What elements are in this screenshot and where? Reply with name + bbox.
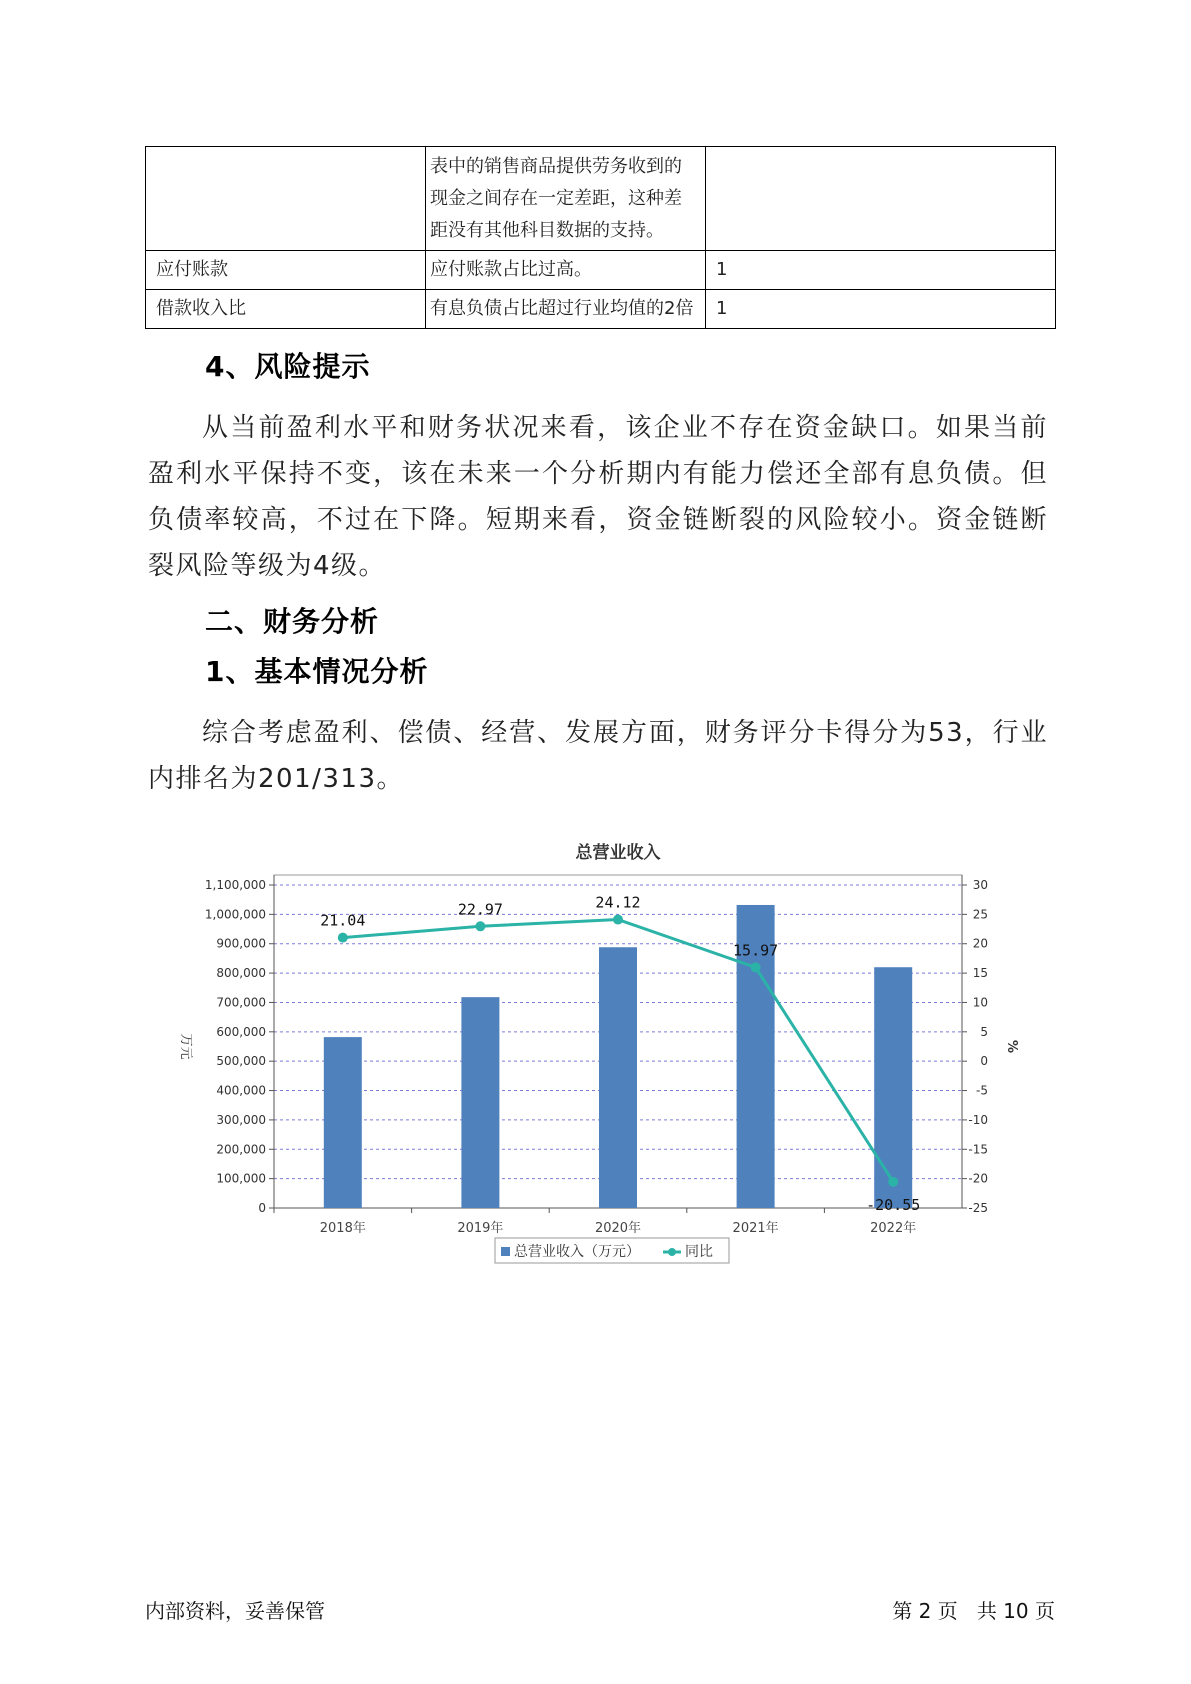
basic-analysis-heading: 1、基本情况分析: [205, 655, 429, 688]
data-label-yoy: -20.55: [866, 1195, 921, 1214]
y-tick-label: 400,000: [216, 1083, 266, 1098]
y-tick-label: 0: [258, 1201, 266, 1215]
x-tick-label: 2021年: [732, 1221, 779, 1236]
point-yoy: [475, 921, 485, 931]
footer-confidential: 内部资料，妥善保管: [145, 1599, 325, 1623]
basic-analysis-paragraph: 综合考虑盈利、偿债、经营、发展方面，财务评分卡得分为53，行业内排名为201/313。: [148, 718, 1048, 794]
point-yoy: [751, 962, 761, 972]
chart-title: 总营业收入: [575, 843, 661, 863]
y-tick-label: 900,000: [216, 936, 266, 951]
y2-tick-label: 25: [972, 907, 988, 922]
y2-tick-label: -25: [968, 1201, 988, 1215]
data-label-yoy: 21.04: [320, 911, 366, 930]
legend-label-revenue: 总营业收入（万元）: [514, 1244, 640, 1260]
legend-swatch-revenue: [501, 1247, 510, 1256]
point-yoy: [613, 915, 623, 925]
table-cell-score: [706, 147, 1056, 251]
data-label-yoy: 15.97: [733, 941, 779, 960]
y2-tick-label: -15: [968, 1142, 988, 1157]
y2-tick-label: -10: [968, 1112, 988, 1127]
revenue-chart: [170, 820, 1040, 1290]
table-cell-desc: 有息负债占比超过行业均值的2倍: [426, 290, 706, 329]
point-yoy: [338, 933, 348, 943]
table-row: [146, 251, 1056, 290]
y2-tick-label: 15: [972, 966, 988, 981]
footer-page-number: 第 2 页 共 10 页: [892, 1599, 1055, 1623]
legend-label-yoy: 同比: [685, 1244, 713, 1260]
x-tick-label: 2020年: [594, 1221, 642, 1236]
data-label-yoy: 22.97: [457, 900, 503, 919]
bar-revenue: [461, 997, 499, 1208]
y2-tick-label: 5: [980, 1024, 988, 1039]
table-cell-score: 1: [706, 290, 1056, 329]
table-cell-score: 1: [706, 251, 1056, 290]
x-tick-label: 2022年: [870, 1221, 917, 1236]
legend-marker-yoy: [668, 1248, 676, 1256]
table-cell-item: 应付账款: [146, 251, 426, 290]
y-tick-label: 1,000,000: [204, 907, 266, 922]
y2-tick-label: 0: [980, 1054, 988, 1069]
risk-indicator-table: [145, 146, 1056, 329]
y2-axis-title: %: [1004, 1039, 1019, 1054]
y2-tick-label: 20: [972, 936, 988, 951]
bar-revenue: [599, 947, 637, 1208]
y2-tick-label: 30: [972, 878, 988, 892]
table-row: [146, 147, 1056, 251]
table-row: [146, 290, 1056, 329]
y-tick-label: 700,000: [216, 995, 266, 1010]
y-tick-label: 300,000: [216, 1112, 266, 1127]
x-tick-label: 2019年: [457, 1221, 504, 1236]
y2-tick-label: -5: [976, 1083, 988, 1098]
bar-revenue: [324, 1037, 362, 1208]
y-tick-label: 800,000: [216, 966, 266, 981]
risk-paragraph: 从当前盈利水平和财务状况来看，该企业不存在资金缺口。如果当前盈利水平保持不变，该在未来一个分析期内有能力偿还全部有息负债。但负债率较高，不过在下降。短期来看，资金链断裂的风险较小。资金链断裂风险等级为4级。: [148, 413, 1048, 581]
y2-tick-label: -20: [968, 1171, 988, 1186]
bar-revenue: [874, 967, 912, 1208]
table-cell-item: [146, 147, 426, 251]
y2-tick-label: 10: [972, 995, 988, 1010]
y-axis-title: 万元: [178, 1033, 193, 1060]
y-tick-label: 600,000: [216, 1024, 266, 1039]
table-cell-item: 借款收入比: [146, 290, 426, 329]
financial-analysis-heading: 二、财务分析: [205, 605, 380, 638]
data-label-yoy: 24.12: [595, 893, 641, 912]
x-tick-label: 2018年: [319, 1221, 366, 1236]
point-yoy: [888, 1177, 898, 1187]
y-tick-label: 500,000: [216, 1054, 266, 1069]
table-cell-desc: 应付账款占比过高。: [426, 251, 706, 290]
y-tick-label: 1,100,000: [204, 878, 266, 892]
table-cell-desc: 表中的销售商品提供劳务收到的现金之间存在一定差距，这种差距没有其他科目数据的支持。: [426, 147, 706, 251]
y-tick-label: 200,000: [216, 1142, 266, 1157]
y-tick-label: 100,000: [216, 1171, 266, 1186]
risk-heading: 4、风险提示: [205, 350, 371, 383]
